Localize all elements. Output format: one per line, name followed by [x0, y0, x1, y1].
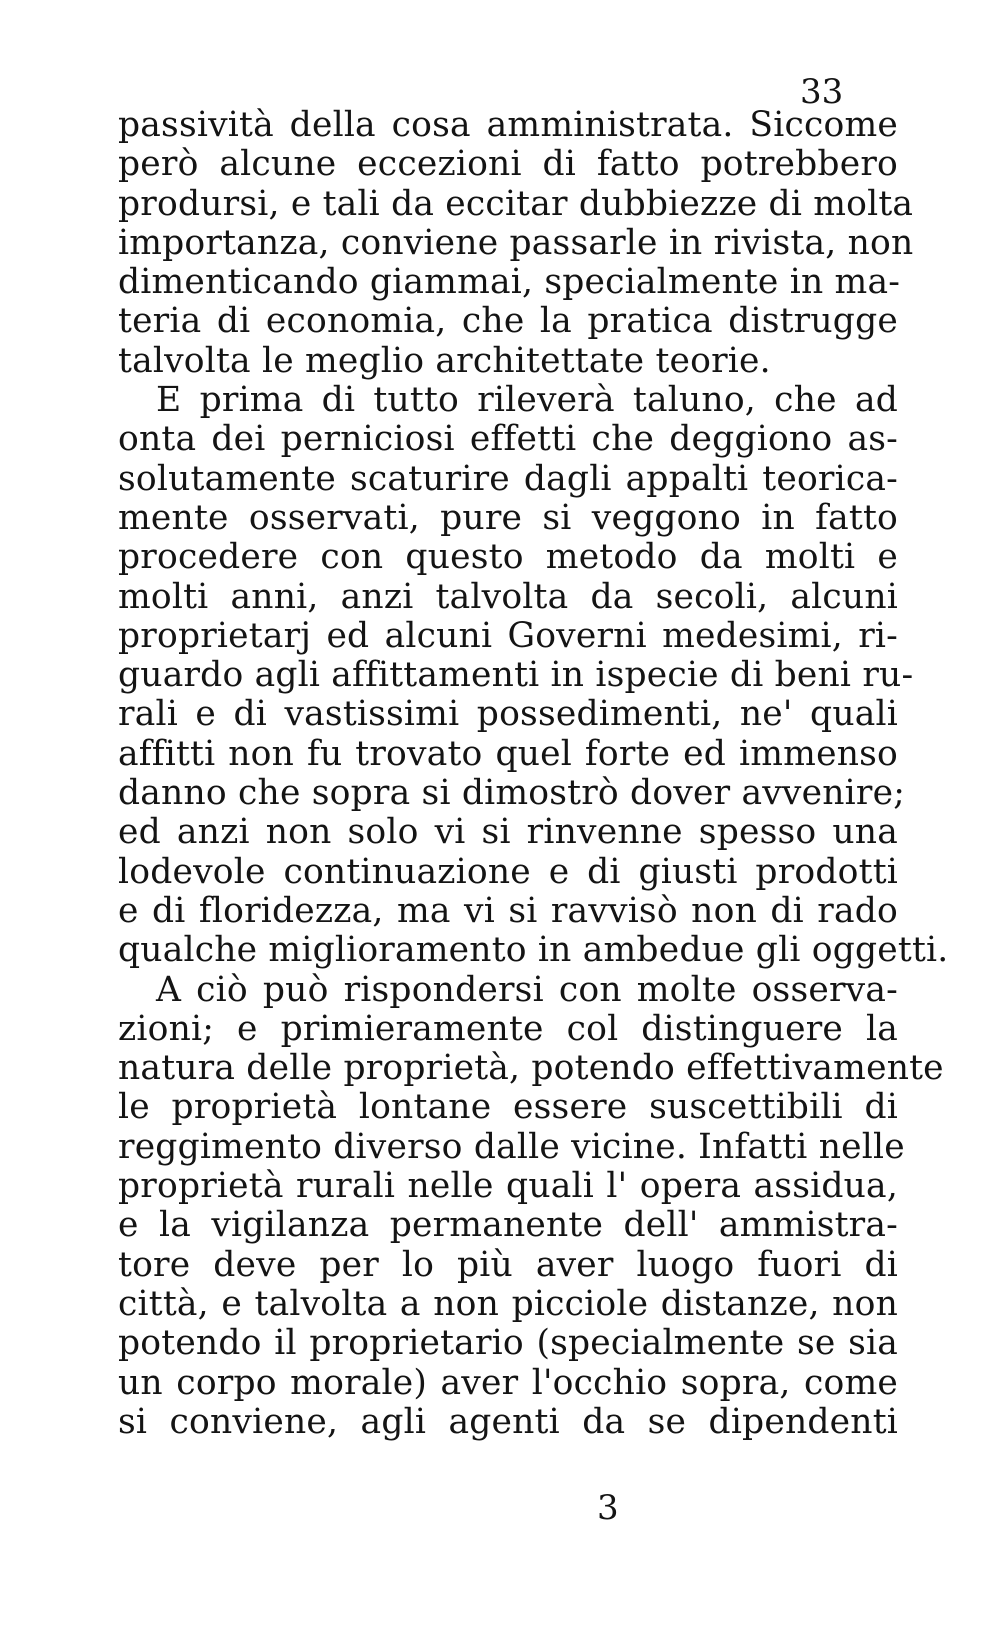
text-line: reggimento diverso dalle vicine. Infatti nelle — [118, 1126, 905, 1167]
text-line: onta dei perniciosi effetti che deggiono as- — [118, 419, 898, 460]
text-line: prodursi, e tali da eccitar dubbiezze di molta — [118, 183, 914, 224]
text-line: natura delle proprietà, potendo effettivamente — [118, 1048, 944, 1089]
text-line: teria di economia, che la pratica distrugge — [118, 301, 898, 342]
text-line: passività della cosa amministrata. Siccome — [118, 105, 898, 145]
text-line: affitti non fu trovato quel forte ed immenso — [118, 733, 898, 774]
text-line: lodevole continuazione e di giusti prodotti — [118, 851, 898, 892]
signature-mark: 3 — [597, 1488, 619, 1528]
text-line: proprietarj ed alcuni Governi medesimi, ri- — [118, 615, 898, 656]
text-line: mente osservati, pure si veggono in fatto — [118, 497, 898, 538]
text-line: procedere con questo metodo da molti e — [118, 537, 898, 578]
text-line: A ciò può rispondersi con molte osserva- — [156, 969, 898, 1010]
text-line: si conviene, agli agenti da se dipendenti — [118, 1401, 898, 1442]
text-line: e la vigilanza permanente dell' ammistra- — [118, 1205, 898, 1246]
text-line: un corpo morale) aver l'occhio sopra, come — [118, 1362, 898, 1403]
text-line: guardo agli affittamenti in ispecie di beni ru- — [118, 655, 914, 696]
text-line: solutamente scaturire dagli appalti teorica- — [118, 458, 898, 499]
text-line: però alcune eccezioni di fatto potrebbero — [118, 144, 898, 185]
text-line: potendo il proprietario (specialmente se sia — [118, 1323, 898, 1364]
text-line: proprietà rurali nelle quali l' opera assidua, — [118, 1166, 898, 1207]
text-line: dimenticando giammai, specialmente in ma- — [118, 262, 901, 303]
text-line: talvolta le meglio architettate teorie. — [118, 340, 771, 381]
body-text — [118, 105, 949, 1442]
paragraph — [118, 105, 914, 381]
text-line: qualche miglioramento in ambedue gli oggetti. — [118, 930, 949, 971]
text-line: città, e talvolta a non picciole distanze, non — [118, 1283, 898, 1324]
text-line: danno che sopra si dimostrò dover avvenire; — [118, 773, 906, 814]
text-line: le proprietà lontane essere suscettibili di — [118, 1087, 898, 1128]
text-line: E prima di tutto rileverà taluno, che ad — [156, 380, 898, 421]
paragraph — [118, 380, 949, 971]
text-line: rali e di vastissimi possedimenti, ne' quali — [118, 694, 898, 735]
text-line: importanza, conviene passarle in rivista, non — [118, 222, 914, 263]
paragraph — [118, 969, 944, 1443]
text-line: tore deve per lo più aver luogo fuori di — [118, 1244, 898, 1285]
text-line: ed anzi non solo vi si rinvenne spesso una — [118, 812, 898, 853]
text-line: e di floridezza, ma vi si ravvisò non di rado — [118, 890, 898, 931]
text-line: molti anni, anzi talvolta da secoli, alcuni — [118, 576, 898, 617]
text-line: zioni; e primieramente col distinguere la — [118, 1008, 898, 1049]
page-number: 33 — [800, 72, 844, 112]
